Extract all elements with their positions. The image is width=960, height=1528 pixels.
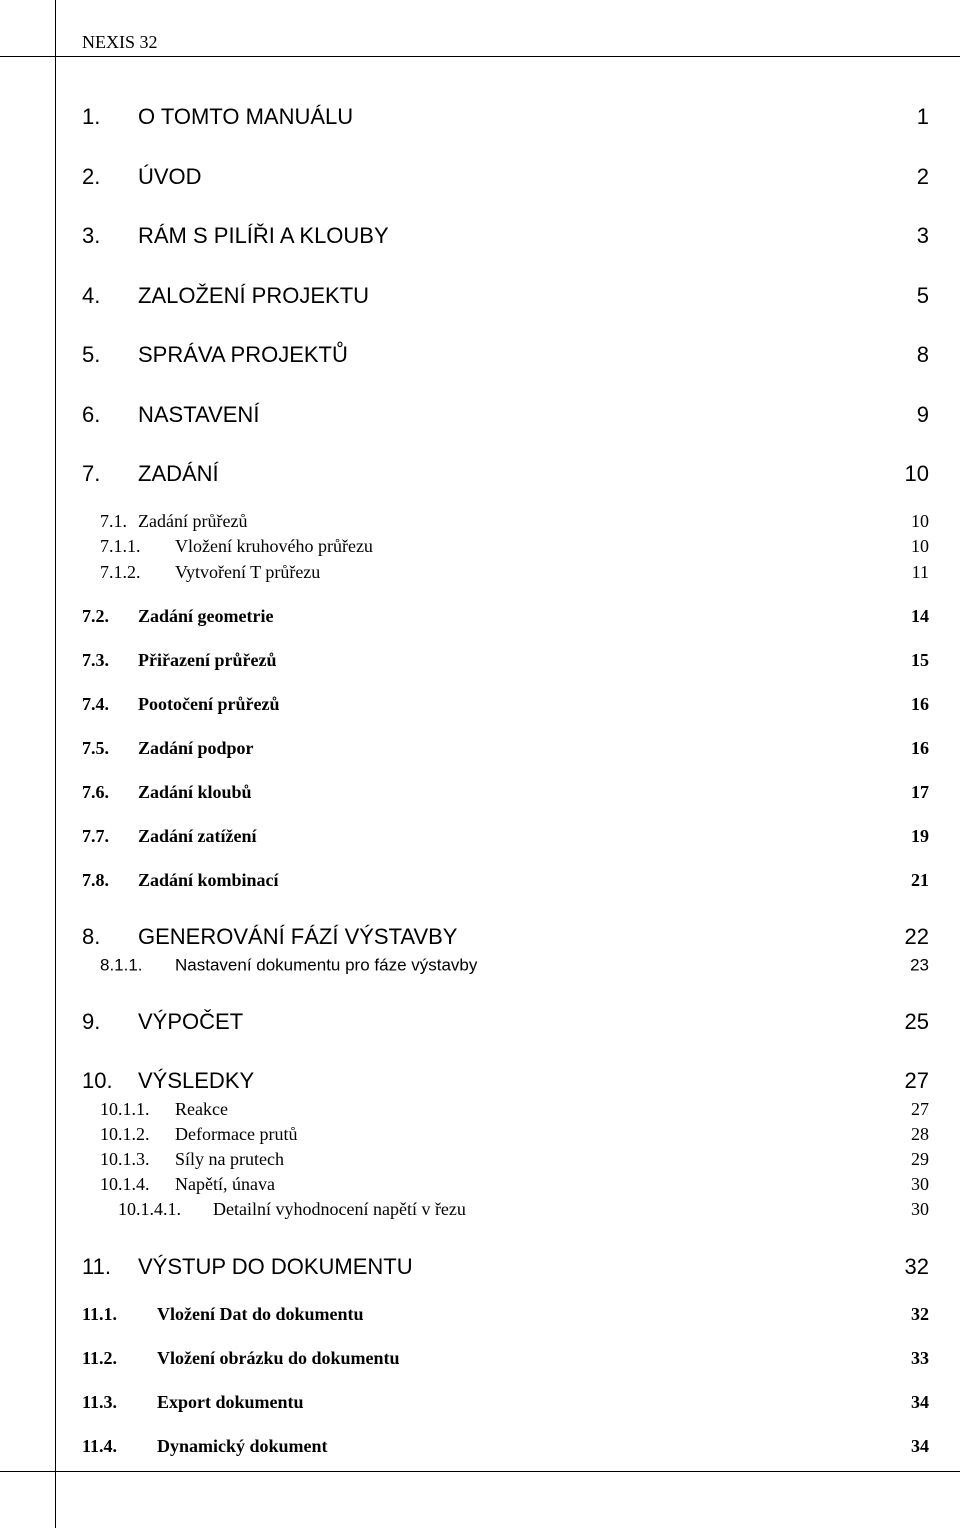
toc-entry-title: SPRÁVA PROJEKTŮ xyxy=(138,342,348,367)
toc-entry-title: Detailní vyhodnocení napětí v řezu xyxy=(213,1199,466,1219)
toc-entry-title: Vložení Dat do dokumentu xyxy=(157,1304,364,1324)
toc-entry-number: 1. xyxy=(82,104,101,129)
toc-entry-page: 14 xyxy=(911,606,929,626)
toc-entry-title: Zadání kloubů xyxy=(138,782,252,802)
toc-entry-number: 7. xyxy=(82,461,101,486)
toc-entry-title: Zadání kombinací xyxy=(138,870,279,890)
toc-entry-page: 25 xyxy=(904,1009,929,1034)
toc-entry-chapter-7[interactable] xyxy=(0,461,960,486)
toc-entry-number: 10.1.4. xyxy=(100,1174,150,1194)
toc-entry-page: 27 xyxy=(904,1068,929,1093)
toc-entry-page: 22 xyxy=(904,924,929,949)
toc-entry-number: 7.8. xyxy=(82,870,109,890)
toc-entry-number: 7.2. xyxy=(82,606,109,626)
toc-entry-number: 2. xyxy=(82,164,101,189)
toc-entry-title: Vytvoření T průřezu xyxy=(175,562,321,582)
toc-entry-section[interactable] xyxy=(0,1348,960,1368)
toc-entry-number: 7.5. xyxy=(82,738,109,758)
toc-entry-page: 16 xyxy=(911,694,929,714)
toc-entry-page: 17 xyxy=(911,782,929,802)
toc-entry-section[interactable] xyxy=(0,1392,960,1412)
toc-entry-title: VÝSLEDKY xyxy=(138,1068,255,1093)
toc-entry-number: 3. xyxy=(82,223,101,248)
toc-entry-page: 5 xyxy=(916,283,929,308)
toc-entry-subsection[interactable] xyxy=(0,1124,960,1144)
toc-entry-page: 3 xyxy=(916,223,929,248)
toc-entry-number: 11.3. xyxy=(82,1392,118,1412)
toc-entry-title: ZALOŽENÍ PROJEKTU xyxy=(138,283,370,308)
toc-entry-number: 6. xyxy=(82,402,101,427)
toc-entry-title: Vložení obrázku do dokumentu xyxy=(157,1348,400,1368)
left-margin-rule xyxy=(55,0,56,1528)
toc-entry-subsection[interactable] xyxy=(0,536,960,556)
toc-entry-page: 9 xyxy=(916,402,929,427)
toc-entry-section[interactable] xyxy=(0,694,960,714)
toc-entry-title: Zadání zatížení xyxy=(138,826,257,846)
toc-entry-page: 32 xyxy=(911,1304,929,1324)
toc-entry-number: 9. xyxy=(82,1009,101,1034)
toc-entry-number: 10.1.2. xyxy=(100,1124,150,1144)
toc-entry-title: Reakce xyxy=(175,1099,228,1119)
toc-entry-page: 34 xyxy=(911,1392,929,1412)
toc-entry-section[interactable] xyxy=(0,1304,960,1324)
toc-entry-chapter-6[interactable] xyxy=(0,402,960,427)
toc-entry-page: 34 xyxy=(911,1436,929,1456)
toc-entry-page: 19 xyxy=(911,826,929,846)
toc-entry-title: Napětí, únava xyxy=(175,1174,275,1194)
toc-entry-title: Export dokumentu xyxy=(157,1392,304,1412)
toc-entry-section[interactable] xyxy=(0,826,960,846)
toc-entry-title: Přiřazení průřezů xyxy=(138,650,277,670)
toc-entry-number: 10.1.4.1. xyxy=(118,1199,181,1219)
toc-entry-number: 11.4. xyxy=(82,1436,118,1456)
toc-entry-page: 28 xyxy=(911,1124,929,1144)
toc-entry-title: VÝPOČET xyxy=(138,1009,244,1034)
toc-entry-section[interactable] xyxy=(0,1436,960,1456)
toc-entry-title: Zadání průřezů xyxy=(138,511,248,531)
toc-entry-page: 10 xyxy=(911,536,929,556)
toc-entry-title: VÝSTUP DO DOKUMENTU xyxy=(138,1254,413,1279)
toc-entry-section[interactable] xyxy=(0,511,960,531)
toc-entry-title: O TOMTO MANUÁLU xyxy=(138,104,354,129)
toc-entry-chapter-1[interactable] xyxy=(0,104,960,129)
toc-entry-page: 27 xyxy=(911,1099,929,1119)
toc-entry-subsection[interactable] xyxy=(0,562,960,582)
toc-entry-page: 30 xyxy=(911,1199,929,1219)
toc-entry-number: 7.1.1. xyxy=(100,536,141,556)
toc-entry-number: 10.1.1. xyxy=(100,1099,150,1119)
toc-entry-page: 1 xyxy=(916,104,929,129)
toc-entry-chapter-11[interactable] xyxy=(0,1254,960,1279)
toc-entry-number: 4. xyxy=(82,283,101,308)
toc-entry-number: 8.1.1. xyxy=(100,955,143,975)
toc-entry-chapter-9[interactable] xyxy=(0,1009,960,1034)
toc-entry-number: 10.1.3. xyxy=(100,1149,150,1169)
toc-entry-title: Vložení kruhového průřezu xyxy=(175,536,373,556)
toc-entry-title: Dynamický dokument xyxy=(157,1436,328,1456)
toc-entry-page: 15 xyxy=(911,650,929,670)
toc-entry-page: 29 xyxy=(911,1149,929,1169)
toc-entry-chapter-8[interactable] xyxy=(0,924,960,949)
toc-entry-section[interactable] xyxy=(0,738,960,758)
toc-entry-title: Nastavení dokumentu pro fáze výstavby xyxy=(175,955,478,975)
toc-entry-number: 7.3. xyxy=(82,650,109,670)
toc-entry-number: 11.2. xyxy=(82,1348,118,1368)
toc-entry-title: Deformace prutů xyxy=(175,1124,298,1144)
toc-entry-page: 10 xyxy=(911,511,929,531)
toc-entry-title: ÚVOD xyxy=(138,164,202,189)
document-header-title: NEXIS 32 xyxy=(82,32,158,52)
toc-entry-title: RÁM S PILÍŘI A KLOUBY xyxy=(138,223,389,248)
toc-entry-subsection[interactable] xyxy=(0,1149,960,1169)
toc-entry-chapter-4[interactable] xyxy=(0,283,960,308)
toc-entry-number: 10. xyxy=(82,1068,113,1093)
footer-rule xyxy=(0,1471,960,1472)
toc-entry-page: 21 xyxy=(911,870,929,890)
toc-entry-number: 11. xyxy=(82,1254,111,1279)
toc-entry-page: 8 xyxy=(916,342,929,367)
toc-entry-title: NASTAVENÍ xyxy=(138,402,260,427)
toc-entry-chapter-5[interactable] xyxy=(0,342,960,367)
toc-entry-chapter-10[interactable] xyxy=(0,1068,960,1093)
toc-entry-section[interactable] xyxy=(0,782,960,802)
toc-entry-page: 11 xyxy=(911,562,929,582)
toc-entry-number: 11.1. xyxy=(82,1304,118,1324)
toc-entry-number: 5. xyxy=(82,342,101,367)
toc-entry-page: 10 xyxy=(904,461,929,486)
toc-entry-title: Zadání podpor xyxy=(138,738,254,758)
toc-entry-page: 32 xyxy=(904,1254,929,1279)
toc-entry-page: 30 xyxy=(911,1174,929,1194)
toc-entry-number: 7.6. xyxy=(82,782,109,802)
toc-entry-subsubsection[interactable] xyxy=(0,1199,960,1219)
toc-entry-page: 23 xyxy=(910,955,929,975)
toc-entry-section[interactable] xyxy=(0,870,960,890)
toc-entry-page: 16 xyxy=(911,738,929,758)
toc-entry-subsection[interactable] xyxy=(0,1174,960,1194)
toc-entry-number: 7.4. xyxy=(82,694,109,714)
toc-entry-page: 33 xyxy=(911,1348,929,1368)
toc-entry-number: 7.7. xyxy=(82,826,109,846)
toc-entry-title: Pootočení průřezů xyxy=(138,694,280,714)
toc-entry-title: Zadání geometrie xyxy=(138,606,274,626)
toc-entry-title: Síly na prutech xyxy=(175,1149,284,1169)
toc-entry-title: ZADÁNÍ xyxy=(138,461,219,486)
toc-entry-subsection[interactable] xyxy=(0,1099,960,1119)
toc-entry-chapter-3[interactable] xyxy=(0,223,960,248)
toc-entry-chapter-2[interactable] xyxy=(0,164,960,189)
toc-entry-title: GENEROVÁNÍ FÁZÍ VÝSTAVBY xyxy=(138,924,458,949)
toc-entry-number: 7.1.2. xyxy=(100,562,141,582)
toc-entry-section[interactable] xyxy=(0,650,960,670)
toc-entry-number: 8. xyxy=(82,924,101,949)
toc-entry-section[interactable] xyxy=(0,606,960,626)
toc-entry-subsection[interactable] xyxy=(0,955,960,975)
toc-entry-number: 7.1. xyxy=(100,511,127,531)
header-rule xyxy=(0,56,960,57)
toc-entry-page: 2 xyxy=(916,164,929,189)
